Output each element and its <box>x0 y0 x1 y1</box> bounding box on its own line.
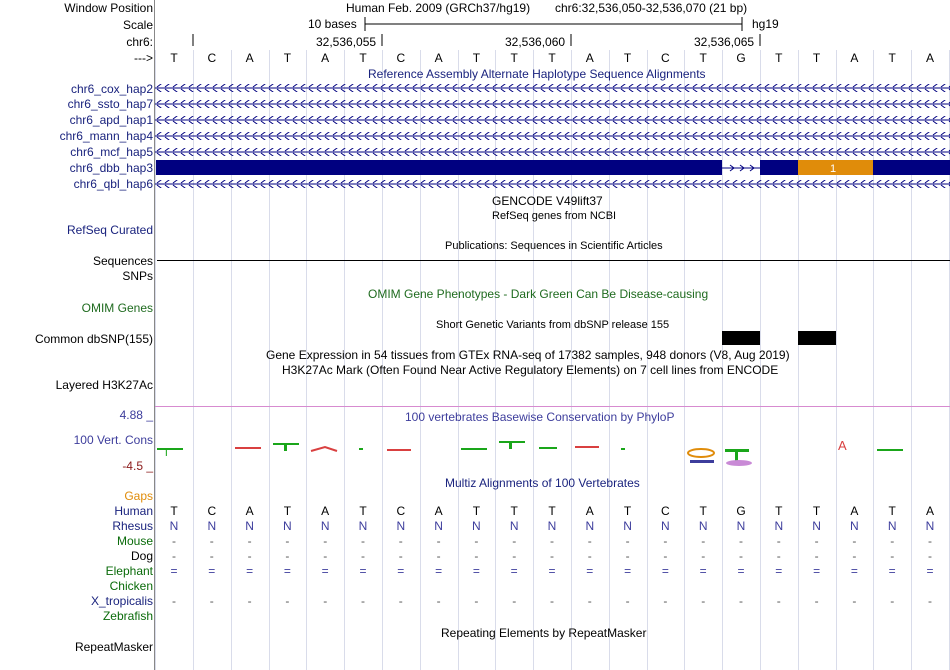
assembly-text: Human Feb. 2009 (GRCh37/hg19) <box>346 1 531 15</box>
base-letter: - <box>323 594 328 608</box>
base-letter: T <box>170 51 178 65</box>
dbsnp-variant-block[interactable] <box>798 331 836 345</box>
base-letter: T <box>623 51 632 65</box>
base-letter: - <box>814 549 819 563</box>
phylop-mark <box>273 443 299 451</box>
base-letter: - <box>814 594 819 608</box>
base-letter: - <box>701 549 706 563</box>
base-letter: - <box>436 534 441 548</box>
base-letter: N <box>661 519 670 533</box>
track-label-qbl-hap6[interactable]: chr6_qbl_hap6 <box>73 177 153 191</box>
species-label-dog[interactable]: Dog <box>130 549 153 563</box>
base-letter: - <box>361 549 365 563</box>
base-letter: T <box>170 504 178 518</box>
base-letter: = <box>472 564 480 578</box>
base-letter: = <box>321 564 329 578</box>
repeatmasker-text: Repeating Elements by RepeatMasker <box>441 626 647 640</box>
base-letter: - <box>512 534 517 548</box>
base-letter: C <box>396 51 406 65</box>
base-letter: - <box>209 534 214 548</box>
base-letter: - <box>890 534 895 548</box>
species-label-xtropicalis[interactable]: X_tropicalis <box>90 594 153 608</box>
alt-haplotype-title: Reference Assembly Alternate Haplotype Sequence Alignments <box>368 67 706 81</box>
base-letter: = <box>624 564 632 578</box>
base-letter: - <box>587 534 592 548</box>
base-letter: A <box>925 504 934 518</box>
base-letter: - <box>172 534 176 548</box>
base-letter: T <box>699 51 707 65</box>
base-letter: C <box>207 51 217 65</box>
base-letter: T <box>510 504 518 518</box>
base-letter: A <box>245 51 254 65</box>
gencode-title: GENCODE V49lift37 <box>492 194 603 208</box>
base-letter: N <box>434 519 443 533</box>
base-letter: N <box>358 519 368 533</box>
phylop-mark <box>725 449 752 466</box>
base-letter: - <box>436 549 441 563</box>
base-letter: C <box>661 51 670 65</box>
base-letter: A <box>585 504 594 518</box>
h3k27ac-text: H3K27Ac Mark (Often Found Near Active Regulatory Elements) on 7 cell lines from ENCODE <box>282 363 779 377</box>
base-letter: - <box>172 594 176 608</box>
base-letter: N <box>850 519 859 533</box>
base-letter: T <box>812 51 821 65</box>
phylop-mark <box>539 447 557 449</box>
base-letter: - <box>285 534 290 548</box>
cons-ymax-label: 4.88 _ <box>119 408 153 422</box>
species-label-zebrafish[interactable]: Zebrafish <box>102 609 153 623</box>
base-letter: C <box>396 504 406 518</box>
sequences-label[interactable]: Sequences <box>92 254 153 268</box>
track-label-dbb-hap3[interactable]: chr6_dbb_hap3 <box>69 161 153 175</box>
scale-bar <box>360 16 750 32</box>
base-letter: - <box>361 534 365 548</box>
base-letter: N <box>736 519 746 533</box>
conservation-title: 100 vertebrates Basewise Conservation by PhyloP <box>405 410 675 424</box>
base-letter: - <box>247 534 252 548</box>
phylop-mark <box>621 448 625 450</box>
species-label-chicken[interactable]: Chicken <box>109 579 153 593</box>
base-letter: - <box>928 534 932 548</box>
phylop-mark <box>499 441 525 449</box>
base-letter: - <box>739 594 743 608</box>
phylop-conservation-plot[interactable] <box>155 436 950 470</box>
base-letter: = <box>775 564 783 578</box>
base-letter: = <box>510 564 518 578</box>
base-letter: = <box>397 564 405 578</box>
base-letter: - <box>247 549 252 563</box>
position-text: chr6:32,536,050-32,536,070 (21 bp) <box>555 1 748 15</box>
base-letter: T <box>548 51 556 65</box>
base-letter: - <box>928 549 932 563</box>
base-letter: - <box>512 594 517 608</box>
base-letter: N <box>509 519 519 533</box>
base-letter: T <box>359 51 367 65</box>
gaps-label: Gaps <box>124 489 153 503</box>
cons-ymin-label: -4.5 _ <box>122 459 153 473</box>
species-label-elephant[interactable]: Elephant <box>105 564 153 578</box>
base-letter: - <box>739 534 743 548</box>
window-position-label: Window Position <box>64 1 153 15</box>
cons-track-label[interactable]: 100 Vert. Cons <box>73 433 153 447</box>
base-letter: - <box>776 549 781 563</box>
chrom-label: chr6: <box>126 35 153 49</box>
base-letter: N <box>396 519 406 533</box>
phylop-mark <box>461 448 487 450</box>
base-letter: A <box>850 51 859 65</box>
repeatmasker-label[interactable]: RepeatMasker <box>74 640 153 654</box>
base-letter: - <box>398 534 403 548</box>
ruler-tick-label: 32,536,065 <box>694 35 755 49</box>
hap-track-ssto-hap7 <box>155 100 950 108</box>
species-label-rhesus[interactable]: Rhesus <box>112 519 153 533</box>
base-letter: - <box>550 549 554 563</box>
hap-track-apd-hap1 <box>155 116 950 124</box>
base-letter: - <box>663 549 668 563</box>
snps-label[interactable]: SNPs <box>122 269 153 283</box>
base-letter: - <box>323 534 328 548</box>
base-letter: - <box>285 594 290 608</box>
omim-text: OMIM Gene Phenotypes - Dark Green Can Be Disease-causing <box>368 287 709 301</box>
base-letter: T <box>623 504 632 518</box>
species-label-mouse[interactable]: Mouse <box>116 534 153 548</box>
base-letter: - <box>209 594 214 608</box>
base-letter: = <box>246 564 254 578</box>
hap-track-qbl-hap6 <box>155 180 950 188</box>
base-letter: = <box>435 564 443 578</box>
base-letter: T <box>283 504 292 518</box>
base-letter: = <box>699 564 707 578</box>
base-letter: C <box>661 504 670 518</box>
ruler-tick-label: 32,536,060 <box>505 35 566 49</box>
species-label-human[interactable]: Human <box>114 504 153 518</box>
gencode-subtitle: RefSeq genes from NCBI <box>492 210 617 222</box>
base-letter: T <box>888 51 896 65</box>
base-letter: T <box>699 504 707 518</box>
base-letter: - <box>474 594 479 608</box>
dbsnp-label[interactable]: Common dbSNP(155) <box>34 332 153 346</box>
dbb-block-number: 1 <box>830 163 837 175</box>
track-label-apd-hap1[interactable]: chr6_apd_hap1 <box>69 113 153 127</box>
base-letter: = <box>926 564 934 578</box>
base-letter: - <box>172 549 176 563</box>
base-letter: T <box>775 51 783 65</box>
base-letter: G <box>736 504 746 518</box>
base-letter: A <box>321 504 330 518</box>
base-letter: = <box>170 564 178 578</box>
track-label-ssto-hap7[interactable]: chr6_ssto_hap7 <box>67 97 153 111</box>
base-letter: N <box>887 519 897 533</box>
base-letter: - <box>474 549 479 563</box>
base-letter: T <box>888 504 896 518</box>
base-letter: A <box>925 51 934 65</box>
base-letter: T <box>359 504 367 518</box>
base-letter: - <box>625 594 630 608</box>
base-letter: N <box>283 519 292 533</box>
base-letter: A <box>245 504 254 518</box>
base-letter: - <box>890 549 895 563</box>
scale-label: Scale <box>122 18 153 32</box>
phylop-mark <box>235 447 261 449</box>
base-letter: - <box>852 534 857 548</box>
base-letter: - <box>587 549 592 563</box>
base-letter: T <box>472 504 481 518</box>
base-letter: = <box>548 564 556 578</box>
base-letter: - <box>852 594 857 608</box>
publications-text: Publications: Sequences in Scientific Articles <box>445 240 663 252</box>
base-letter: - <box>512 549 517 563</box>
base-letter: N <box>585 519 595 533</box>
base-letter: A <box>585 51 594 65</box>
base-letter: = <box>661 564 669 578</box>
base-letter: = <box>359 564 367 578</box>
base-letter: N <box>623 519 632 533</box>
base-letter: N <box>245 519 254 533</box>
base-letter: T <box>548 504 556 518</box>
base-letter: = <box>283 564 291 578</box>
base-letter: T <box>283 51 292 65</box>
base-letter: - <box>323 549 328 563</box>
base-letter: N <box>169 519 179 533</box>
ruler-tick-label: 32,536,055 <box>316 35 377 49</box>
base-letter: T <box>775 504 783 518</box>
phylop-mark <box>877 449 903 451</box>
base-letter: = <box>208 564 216 578</box>
base-letter: - <box>663 534 668 548</box>
phylop-mark <box>688 449 714 463</box>
base-letter: - <box>814 534 819 548</box>
db-text: hg19 <box>752 17 779 31</box>
base-letter: - <box>739 549 743 563</box>
base-letter: G <box>736 51 746 65</box>
h3k27ac-label[interactable]: Layered H3K27Ac <box>55 378 153 392</box>
phylop-mark <box>311 447 337 451</box>
base-letter: - <box>587 594 592 608</box>
dbsnp-text: Short Genetic Variants from dbSNP release 155 <box>436 319 670 331</box>
h3k27ac-baseline <box>155 406 950 407</box>
base-letter: T <box>472 51 481 65</box>
base-letter: - <box>436 594 441 608</box>
track-label-cox-hap2[interactable]: chr6_cox_hap2 <box>70 82 153 96</box>
base-letter: N <box>812 519 821 533</box>
multiz-title: Multiz Alignments of 100 Vertebrates <box>445 476 640 490</box>
base-letter: - <box>701 534 706 548</box>
scale-bar-text: 10 bases <box>308 17 357 31</box>
phylop-mark <box>387 449 411 451</box>
base-letter: N <box>472 519 481 533</box>
phylop-mark <box>359 448 363 450</box>
base-letter: - <box>361 594 365 608</box>
strand-label: ---> <box>134 51 153 65</box>
base-letter: N <box>547 519 557 533</box>
track-label-mann-hap4[interactable]: chr6_mann_hap4 <box>59 129 153 143</box>
base-letter: C <box>207 504 217 518</box>
track-label-mcf-hap5[interactable]: chr6_mcf_hap5 <box>70 145 153 159</box>
base-letter: T <box>812 504 821 518</box>
base-letter: N <box>207 519 217 533</box>
base-letter: N <box>925 519 935 533</box>
base-letter: = <box>737 564 745 578</box>
dbsnp-variant-block[interactable] <box>722 331 760 345</box>
refseq-label[interactable]: RefSeq Curated <box>66 223 153 237</box>
base-letter: N <box>698 519 708 533</box>
base-letter: - <box>890 594 895 608</box>
base-letter: - <box>625 534 630 548</box>
base-letter: = <box>586 564 594 578</box>
phylop-mark: A <box>838 438 847 453</box>
hap-track-cox-hap2 <box>155 84 950 92</box>
svg-text:T: T <box>163 447 170 459</box>
base-letter: = <box>850 564 858 578</box>
base-letter: - <box>285 549 290 563</box>
base-letter: = <box>888 564 896 578</box>
base-letter: - <box>247 594 252 608</box>
base-letter: - <box>474 534 479 548</box>
base-letter: A <box>434 504 443 518</box>
phylop-mark <box>157 447 183 459</box>
sequences-line <box>157 260 950 261</box>
base-letter: - <box>663 594 668 608</box>
base-letter: - <box>852 549 857 563</box>
base-letter: A <box>850 504 859 518</box>
base-letter: - <box>398 549 403 563</box>
base-letter: - <box>550 594 554 608</box>
base-letter: - <box>776 594 781 608</box>
base-letter: A <box>434 51 443 65</box>
base-letter: - <box>398 594 403 608</box>
base-letter: = <box>813 564 821 578</box>
phylop-mark <box>575 446 599 448</box>
gtex-text: Gene Expression in 54 tissues from GTEx RNA-seq of 17382 samples, 948 donors (V8, Aug 2019) <box>266 348 790 362</box>
hap-track-mcf-hap5 <box>155 148 950 156</box>
base-letter: N <box>774 519 784 533</box>
base-letter: - <box>776 534 781 548</box>
base-letter: - <box>928 594 932 608</box>
hap-track-mann-hap4 <box>155 132 950 140</box>
base-letter: N <box>320 519 330 533</box>
base-letter: - <box>209 549 214 563</box>
omim-label[interactable]: OMIM Genes <box>81 301 153 315</box>
base-letter: - <box>701 594 706 608</box>
base-letter: T <box>510 51 518 65</box>
base-letter: A <box>321 51 330 65</box>
base-letter: - <box>625 549 630 563</box>
base-letter: - <box>550 534 554 548</box>
